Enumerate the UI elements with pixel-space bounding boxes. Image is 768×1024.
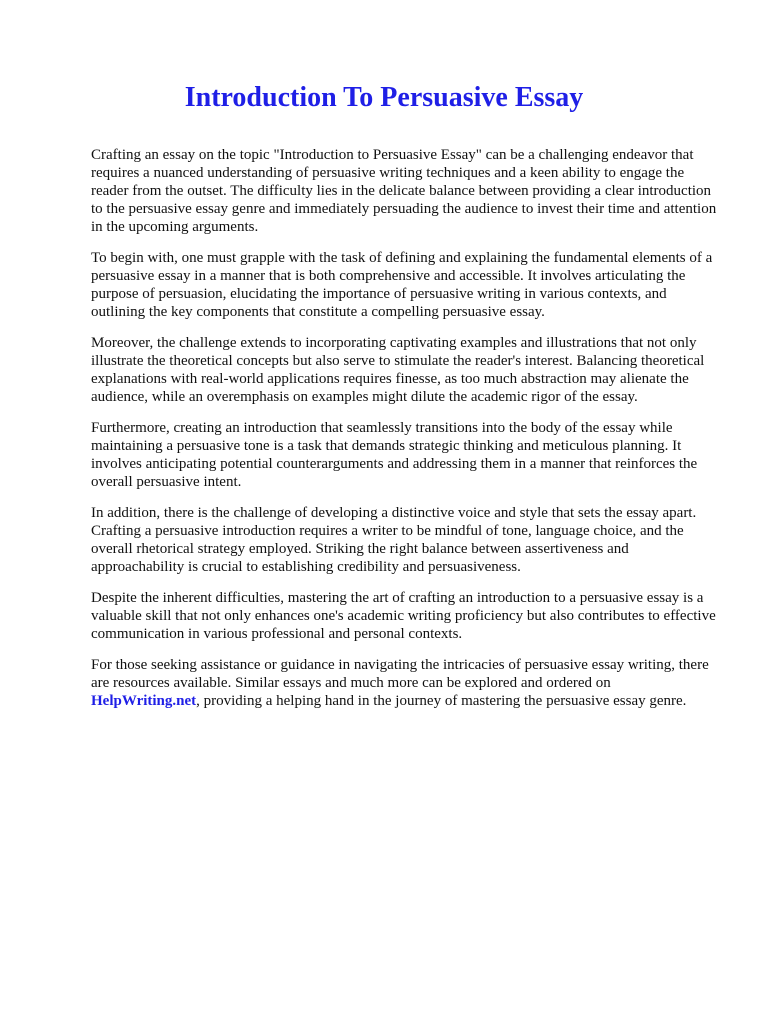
document-body bbox=[91, 146, 721, 723]
page-title: Introduction To Persuasive Essay bbox=[184, 82, 584, 113]
paragraph-3: Moreover, the challenge extends to incorporating captivating examples and illustrations that not only illustrate the theoretical concepts but also serve to stimulate the reader's interest. Balancing theoretical explanations with real-world applications requires finesse, as too much abstraction may alienate the audience, while an overemphasis on examples might dilute the academic rigor of the essay. bbox=[91, 335, 705, 405]
paragraph-1: Crafting an essay on the topic "Introduction to Persuasive Essay" can be a challenging endeavor that requires a nuanced understanding of persuasive writing techniques and a keen ability to engage the reader from the outset. The difficulty lies in the delicate balance between providing a clear introduction to the persuasive essay genre and immediately persuading the audience to invest their time and attention in the upcoming arguments. bbox=[91, 147, 717, 235]
paragraph-2: To begin with, one must grapple with the task of defining and explaining the fundamental elements of a persuasive essay in a manner that is both comprehensive and accessible. It involves articulating the purpose of persuasion, elucidating the importance of persuasive writing in various contexts, and outlining the key components that constitute a compelling persuasive essay. bbox=[91, 250, 713, 320]
paragraph-4: Furthermore, creating an introduction that seamlessly transitions into the body of the essay while maintaining a persuasive tone is a task that demands strategic thinking and meticulous planning. It involves anticipating potential counterarguments and addressing them in a manner that reinforces the overall persuasive intent. bbox=[91, 420, 698, 490]
helpwriting-link[interactable]: HelpWriting.net bbox=[91, 693, 197, 709]
paragraph-7-text-before-link: For those seeking assistance or guidance in navigating the intricacies of persuasive essay writing, there are resources available. Similar essays and much more can be explored and ordered on bbox=[91, 657, 709, 691]
paragraph-7-text-after-link: , providing a helping hand in the journey of mastering the persuasive essay genre. bbox=[196, 693, 687, 709]
paragraph-6: Despite the inherent difficulties, mastering the art of crafting an introduction to a persuasive essay is a valuable skill that not only enhances one's academic writing proficiency but also contributes to effective communication in various professional and personal contexts. bbox=[91, 590, 716, 642]
paragraph-7 bbox=[91, 656, 721, 710]
paragraph-5: In addition, there is the challenge of developing a distinctive voice and style that sets the essay apart. Crafting a persuasive introduction requires a writer to be mindful of tone, language choice, and the overall rhetorical strategy employed. Striking the right balance between assertiveness and approachability is crucial to establishing credibility and persuasiveness. bbox=[91, 505, 697, 575]
